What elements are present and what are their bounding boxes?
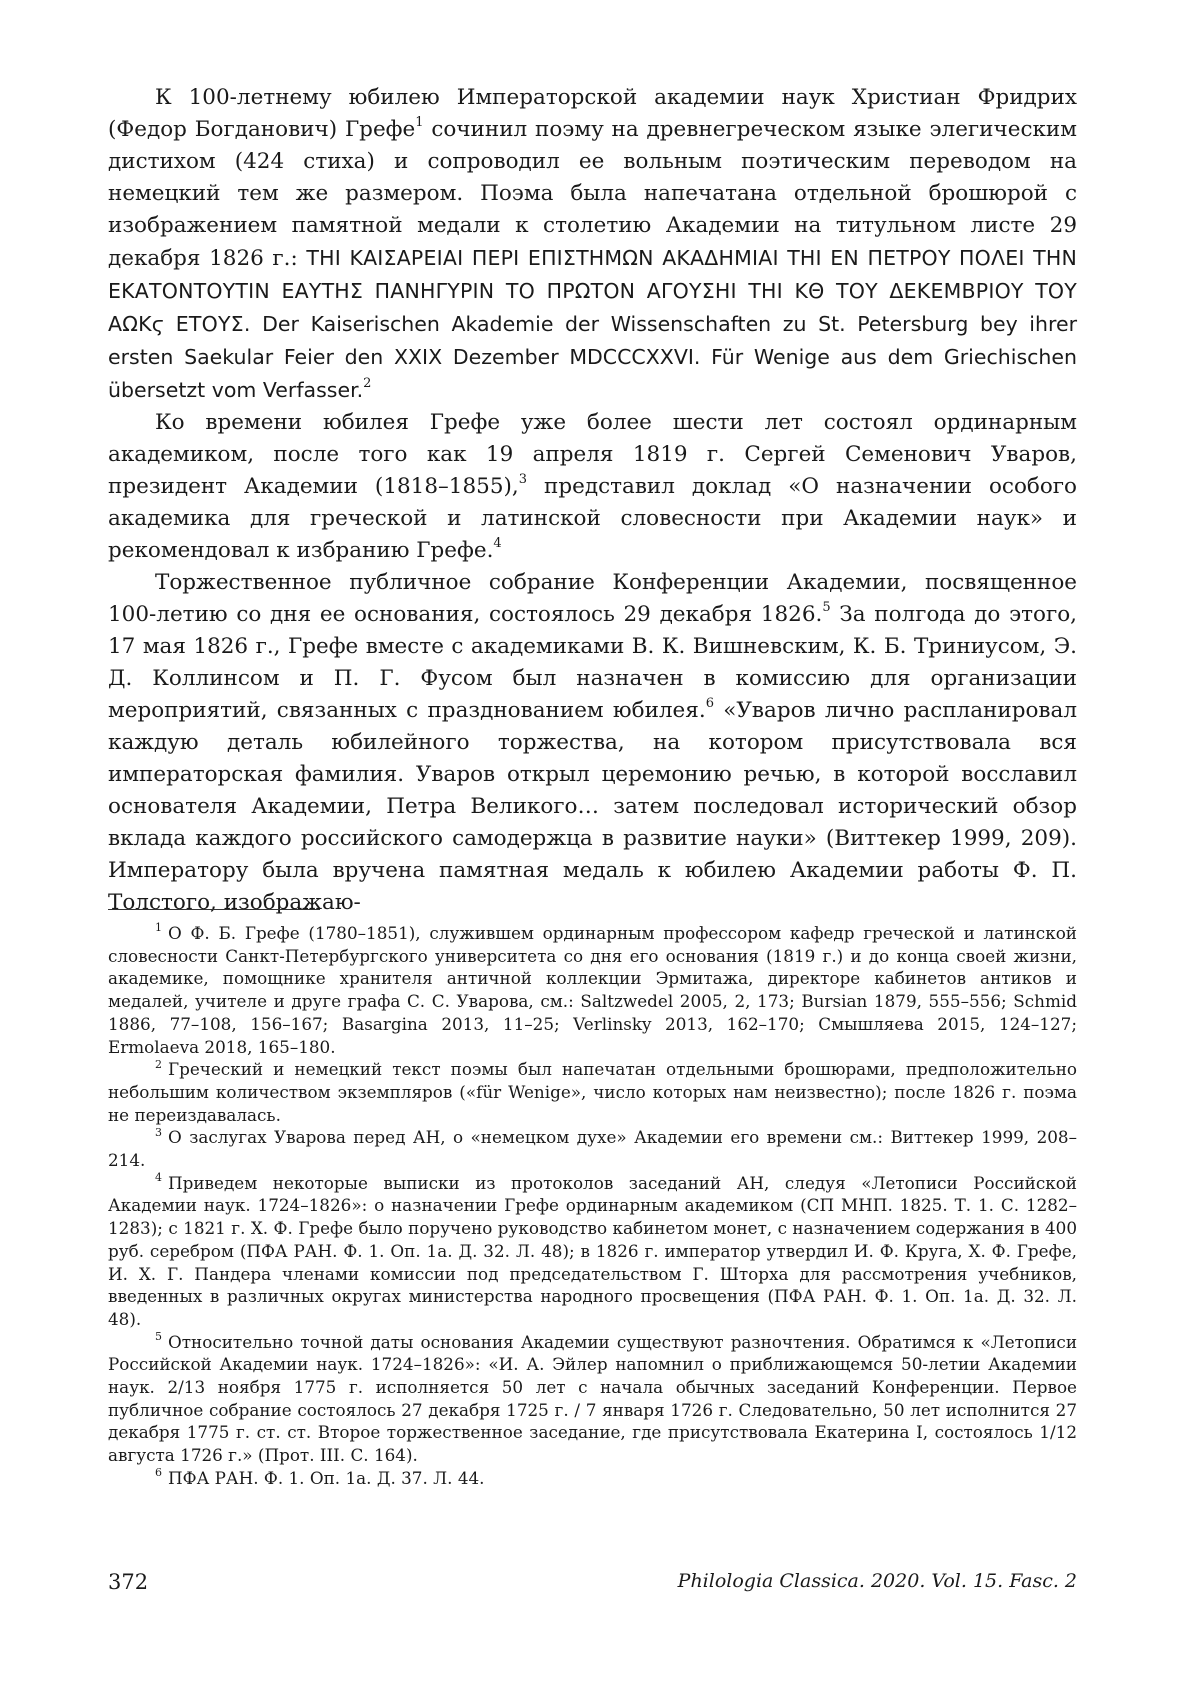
footnote-text: Приведем некоторые выписки из протоколов заседаний АН, следуя «Летописи Российской Академии наук. 1724–1826»: о назначении Грефе ординарным академиком (СП МНП. 1825. Т. 1. С. 1282–1283); с 1821 г. Х. Ф. Грефе было поручено руководство кабинетом монет, с назначением содержания в 400 руб. серебром (ПФА РАН. Ф. 1. Оп. 1а. Д. 32. Л. 48); в 1826 г. император утвердил И. Ф. Круга, Х. Ф. Грефе, И. Х. Г. Пандера членами комиссии под председательством Г. Шторха для рассмотрения учебников, введенных в различных округах министерства народного просвещения (ПФА РАН. Ф. 1. Оп. 1а. Д. 32. Л. 48). (108, 1172, 1077, 1329)
footnote-number: 2 (155, 1057, 162, 1071)
footnote-number: 6 (155, 1466, 162, 1480)
footnote-ref-1[interactable]: 1 (415, 114, 424, 130)
footnote-2 (108, 1058, 1077, 1126)
footnote-ref-3[interactable]: 3 (518, 471, 528, 487)
footnotes (108, 922, 1077, 1490)
footnote-text: Относительно точной даты основания Академии существуют разночтения. Обратимся к «Летописи Российской Академии наук. 1724–1826»: «И. А. Эйлер напомнил о приближающемся 50-летии Академии наук. 2/13 ноября 1775 г. исполняется 50 лет с начала обычных заседаний Конференции. Первое публичное собрание состоялось 27 декабря 1725 г. / 7 января 1726 г. Следовательно, 50 лет исполнится 27 декабря 1775 г. ст. ст. Второе торжественное заседание, где присутствовала Екатерина I, состоялось 1/12 августа 1726 г.» (Прот. III. С. 164). (108, 1331, 1077, 1466)
paragraph-3: Торжественное публичное собрание Конференции Академии, посвященное 100-летию со дня ее основания, состоялось 29 декабря 1826.$^5$ За полгода до этого, 17 мая 1826 г., Грефе вместе с академиками В. К. Вишневским, К. Б. Триниусом, Э. Д. Коллинсом и П. Г. Фусом был назначен в комиссию для организации мероприятий, связанных с празднованием юбилея.$^6$ «Уваров лично распланировал каждую деталь юбилейного торжества, на котором присутствовала вся императорская фамилия. Уваров открыл церемонию речью, в которой восславил основателя Академии, Петра Великого… затем последовал исторический обзор вклада каждого российского самодержца в развитие науки» (Виттекер 1999, 209). Императору была вручена памятная медаль к юбилею Академии работы Ф. П. Толстого, изображаю- (108, 570, 1077, 915)
german-title: Der Kaiserischen Akademie der Wissenschaften zu St. Petersburg bey ihrer ersten Saekular Feier den XXIX Dezember MDCCCXXVI. Für Wenige aus dem Griechischen übersetzt vom Verfasser. (108, 312, 1077, 402)
footnote-1 (108, 922, 1077, 1058)
footnote-ref-6[interactable]: 6 (705, 695, 714, 711)
main-text (108, 82, 1077, 919)
footnote-text: О заслугах Уварова перед АН, о «немецком духе» Академии его времени см.: Виттекер 1999, 208–214. (108, 1127, 1077, 1171)
paragraph-2: Ко времени юбилея Грефе уже более шести лет состоял ординарным академиком, после того как 19 апреля 1819 г. Сергей Семенович Уваров, президент Академии (1818–1855),$^3$ представил доклад «О назначении особого академика для греческой и латинской словесности при Академии наук» и рекомендовал к избранию Грефе.$^4$ (108, 410, 1077, 563)
footnote-5 (108, 1331, 1077, 1467)
footnote-4 (108, 1172, 1077, 1331)
footnote-ref-2[interactable]: 2 (363, 375, 372, 391)
footnote-number: 1 (155, 921, 162, 935)
greek-title: ΤΗΙ ΚΑΙΣΑΡΕΙΑΙ ΠΕΡΙ ΕΠΙΣΤΗΜΩΝ ΑΚΑΔΗΜΙΑΙ ΤΗΙ ΕΝ ΠΕΤΡΟΥ ΠΟΛΕΙ ΤΗΝ ΕΚΑΤΟΝΤΟΥΤΙΝ ΕΑΥΤΗΣ ΠΑΝΗΓΥΡΙΝ ΤΟ ΠΡΩΤΟΝ ΑΓΟΥΣΗΙ ΤΗΙ ΚΘ ΤΟΥ ΔΕΚΕΜΒΡΙΟΥ ΤΟΥ ΑΩΚϛ ΕΤΟΥΣ. (108, 246, 1077, 336)
footnote-ref-4[interactable]: 4 (493, 535, 502, 551)
page-footer (108, 1570, 1077, 1600)
journal-title: Philologia Classica. 2020. Vol. 15. Fasc. 2 (677, 1570, 1077, 1592)
footnote-text: Греческий и немецкий текст поэмы был напечатан отдельными брошюрами, предположительно небольшим количеством экземпляров («für Wenige», число которых нам неизвестно); после 1826 г. поэма не переиздавалась. (108, 1059, 1077, 1125)
footnote-6 (108, 1467, 1077, 1490)
footnote-number: 4 (155, 1171, 162, 1185)
footnote-number: 5 (155, 1330, 162, 1344)
footnote-divider (108, 909, 320, 910)
footnote-number: 3 (155, 1125, 162, 1139)
page-number: 372 (108, 1570, 149, 1594)
footnote-text: О Ф. Б. Грефе (1780–1851), служившем ординарным профессором кафедр греческой и латинской словесности Санкт-Петербургского университета со дня его основания (1819 г.) и до конца своей жизни, академике, помощнике хранителя античной коллекции Эрмитажа, директоре кабинетов антиков и медалей, учителе и друге графа С. С. Уварова, см.: Saltzwedel 2005, 2, 173; Bursian 1879, 555–556; Schmid 1886, 77–108, 156–167; Basargina 2013, 11–25; Verlinsky 2013, 162–170; Смышляева 2015, 124–127; Ermolaeva 2018, 165–180. (108, 923, 1077, 1057)
footnote-3 (108, 1126, 1077, 1171)
footnote-ref-5[interactable]: 5 (822, 599, 831, 615)
paragraph-1: К 100-летнему юбилею Императорской академии наук Христиан Фридрих (Федор Богданович) Грефе$^1$ сочинил поэму на древнегреческом языке элегическим дистихом (424 стиха) и сопроводил ее вольным поэтическим переводом на немецкий тем же размером. Поэма была напечатана отдельной брошюрой с изображением памятной медали к столетию Академии на титульном листе 29 декабря 1826 г.: ΤΗΙ ΚΑΙΣΑΡΕΙΑΙ ΠΕΡΙ ΕΠΙΣΤΗΜΩΝ ΑΚΑΔΗΜΙΑΙ ΤΗΙ ΕΝ ΠΕΤΡΟΥ ΠΟΛΕΙ ΤΗΝ ΕΚΑΤΟΝΤΟΥΤΙΝ ΕΑΥΤΗΣ ΠΑΝΗΓΥΡΙΝ ΤΟ ΠΡΩΤΟΝ ΑΓΟΥΣΗΙ ΤΗΙ ΚΘ ΤΟΥ ΔΕΚΕΜΒΡΙΟΥ ΤΟΥ ΑΩΚϛ ΕΤΟΥΣ. Der Kaiserischen Akademie der Wissenschaften zu St. Petersburg bey ihrer ersten Saekular Feier den XXIX Dezember MDCCCXXVI. Für Wenige aus dem Griechischen übersetzt vom Verfasser.$^2$ (108, 85, 1077, 402)
footnote-text: ПФА РАН. Ф. 1. Оп. 1а. Д. 37. Л. 44. (168, 1467, 485, 1488)
